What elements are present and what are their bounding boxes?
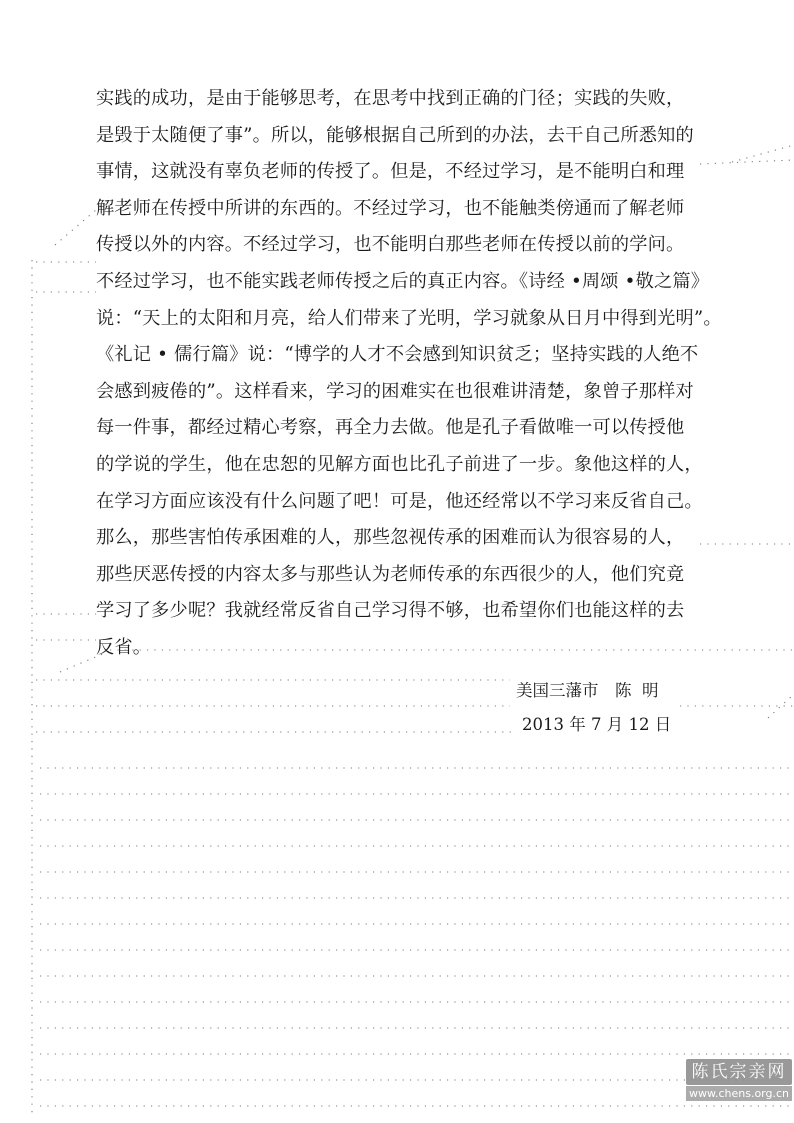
- text-line: 学习了多少呢？我就经常反省自己学习得不够，也希望你们也能这样的去: [96, 600, 685, 622]
- signature-place-name: 美国三藩市 陈 明: [516, 681, 659, 700]
- signature-date: 2013 年 7 月 12 日: [522, 715, 672, 734]
- text-line: 在学习方面应该没有什么问题了吧！可是，他还经常以不学习来反省自己。: [96, 490, 703, 512]
- text-line: 实践的成功，是由于能够思考，在思考中找到正确的门径；实践的失败，: [96, 88, 685, 109]
- text-line: 传授以外的内容。不经过学习，也不能明白那些老师在传授以前的学问。: [96, 234, 685, 256]
- letter-body: [96, 81, 722, 667]
- text-line: 每一件事，都经过精心考察，再全力去做。他是孔子看做唯一可以传授他: [96, 417, 685, 439]
- text-line: 不经过学习，也不能实践老师传授之后的真正内容。《诗经 •周颂 •敬之篇》: [96, 270, 710, 292]
- text-line: 是毁于太随便了事”。所以，能够根据自己所到的办法，去干自己所悉知的: [96, 124, 694, 146]
- text-line: 的学说的学生，他在忠恕的见解方面也比孔子前进了一步。象他这样的人，: [96, 453, 703, 475]
- site-watermark: [686, 1059, 792, 1101]
- text-line: 会感到疲倦的”。这样看来，学习的困难实在也很难讲清楚，象曾子那样对: [96, 380, 694, 402]
- text-line: 那些厌恶传授的内容太多与那些认为老师传承的东西很少的人，他们究竟: [96, 563, 685, 585]
- text-line: 说：“天上的太阳和月亮，给人们带来了光明，学习就象从日月中得到光明”。: [96, 307, 722, 329]
- text-line: 反省。: [96, 636, 152, 658]
- watermark-site-name: 陈氏宗亲网: [686, 1059, 792, 1085]
- dotted-rule: [768, 694, 794, 718]
- dotted-rule: [700, 160, 794, 164]
- text-line: 《礼记 • 儒行篇》说：“博学的人才不会感到知识贫乏；坚持实践的人绝不: [96, 344, 699, 366]
- text-line: 事情，这就没有辜负老师的传授了。但是，不经过学习，是不能明白和理: [96, 161, 685, 183]
- text-line: 解老师在传授中所讲的东西的。不经过学习，也不能触类傍通而了解老师: [96, 197, 685, 219]
- signature-block: [516, 674, 671, 742]
- dotted-rule: [732, 145, 794, 162]
- text-line: 那么，那些害怕传承困难的人，那些忽视传承的困难而认为很容易的人，: [96, 527, 685, 549]
- watermark-url: www.chens.org.cn: [686, 1086, 792, 1101]
